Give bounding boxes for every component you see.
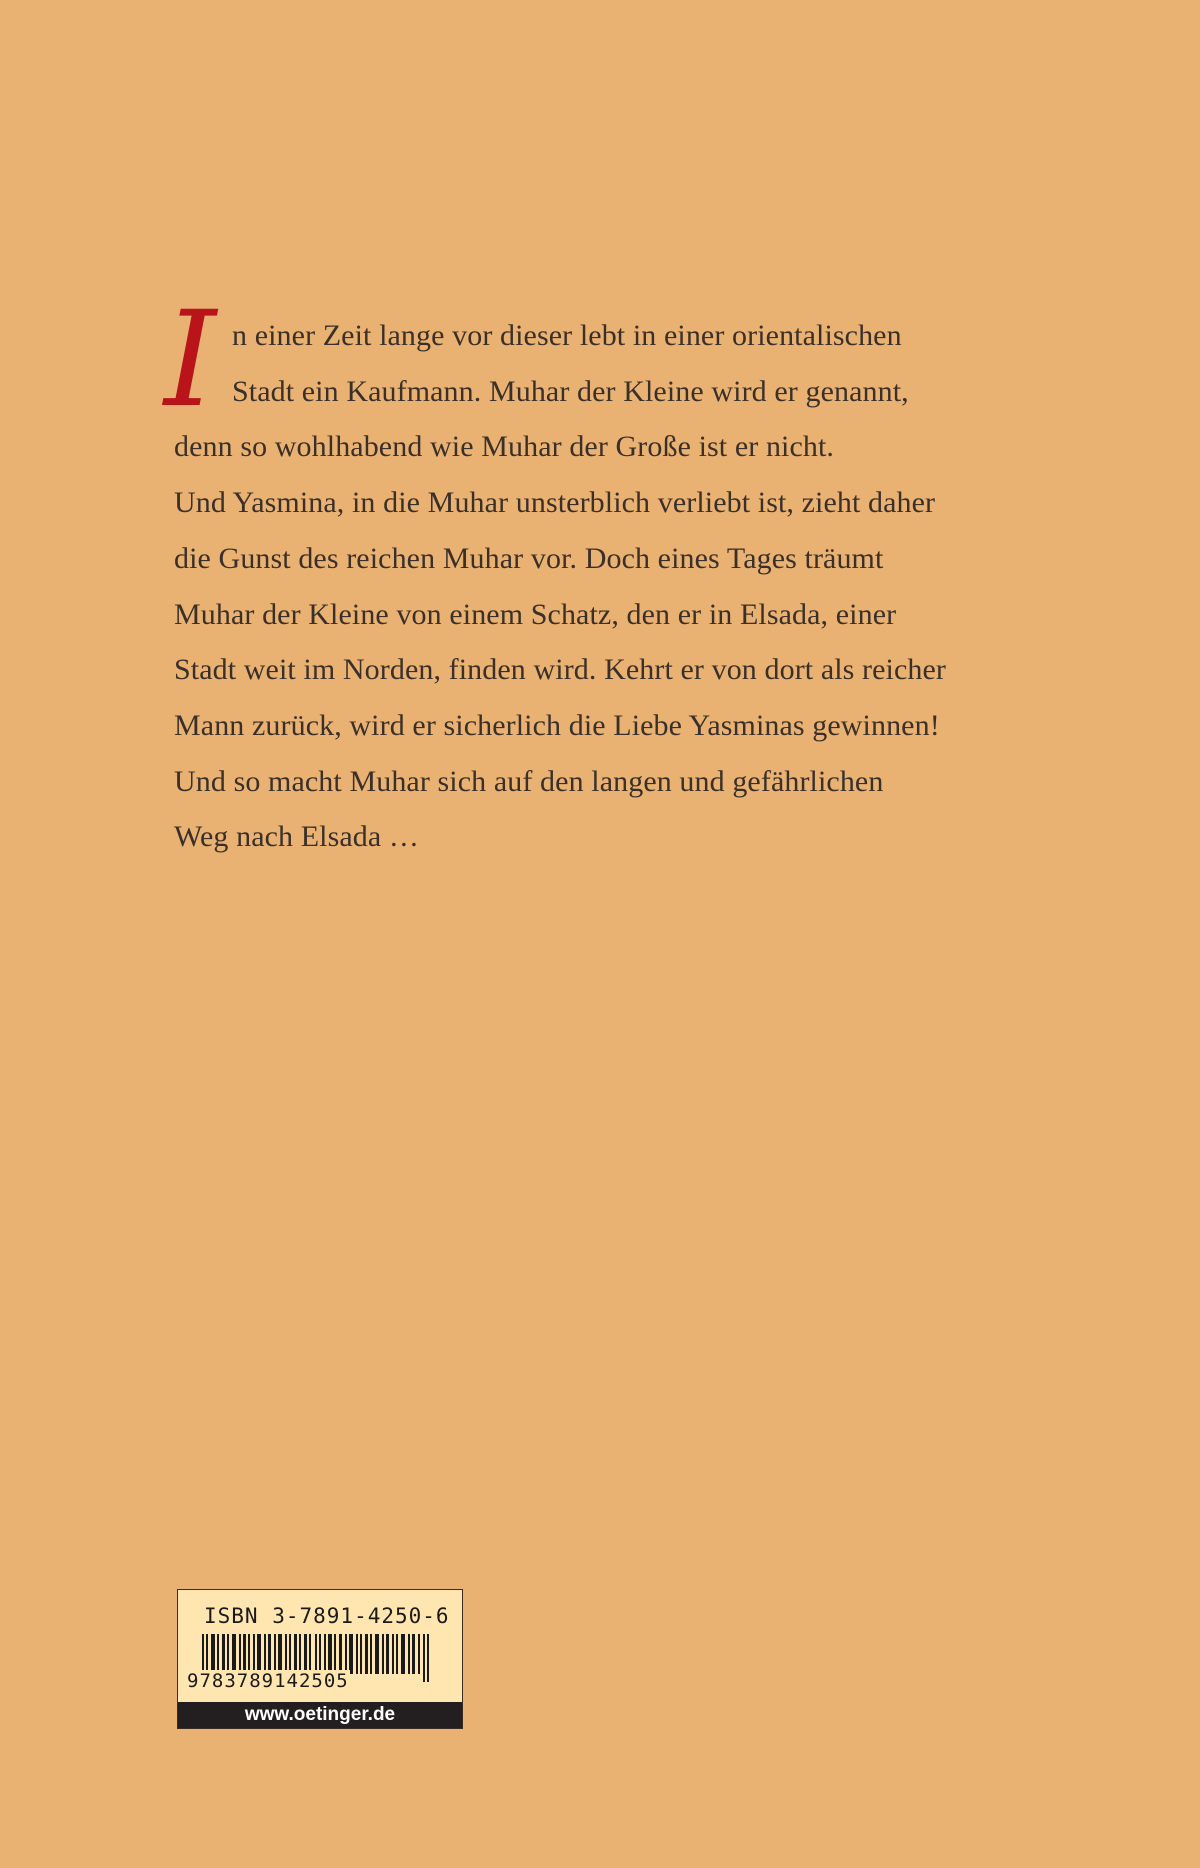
- blurb-line: Und Yasmina, in die Muhar unsterblich verliebt ist, zieht daher: [174, 486, 936, 520]
- blurb-line: n einer Zeit lange vor dieser lebt in einer orientalischen: [232, 319, 902, 352]
- publisher-website: www.oetinger.de: [178, 1702, 462, 1728]
- isbn-barcode: [177, 1589, 463, 1729]
- blurb-line: Muhar der Kleine von einem Schatz, den er in Elsada, einer: [174, 597, 897, 631]
- ean-digits: 9783789142505: [187, 1670, 349, 1692]
- blurb-line: Stadt weit im Norden, finden wird. Kehrt er von dort als reicher: [174, 653, 947, 687]
- blurb-line: die Gunst des reichen Muhar vor. Doch eines Tages träumt: [174, 541, 884, 575]
- blurb-line: Mann zurück, wird er sicherlich die Liebe Yasminas gewinnen!: [174, 708, 940, 742]
- drop-cap: I: [164, 283, 217, 437]
- blurb-line: Weg nach Elsada …: [174, 820, 420, 854]
- blurb-line: Und so macht Muhar sich auf den langen und gefährlichen: [174, 764, 884, 798]
- blurb-line: denn so wohlhabend wie Muhar der Große ist er nicht.: [174, 430, 835, 464]
- blurb-line: Stadt ein Kaufmann. Muhar der Kleine wird er genannt,: [232, 374, 909, 408]
- blurb-text: [164, 283, 1054, 865]
- isbn-number: ISBN 3-7891-4250-6: [204, 1604, 450, 1628]
